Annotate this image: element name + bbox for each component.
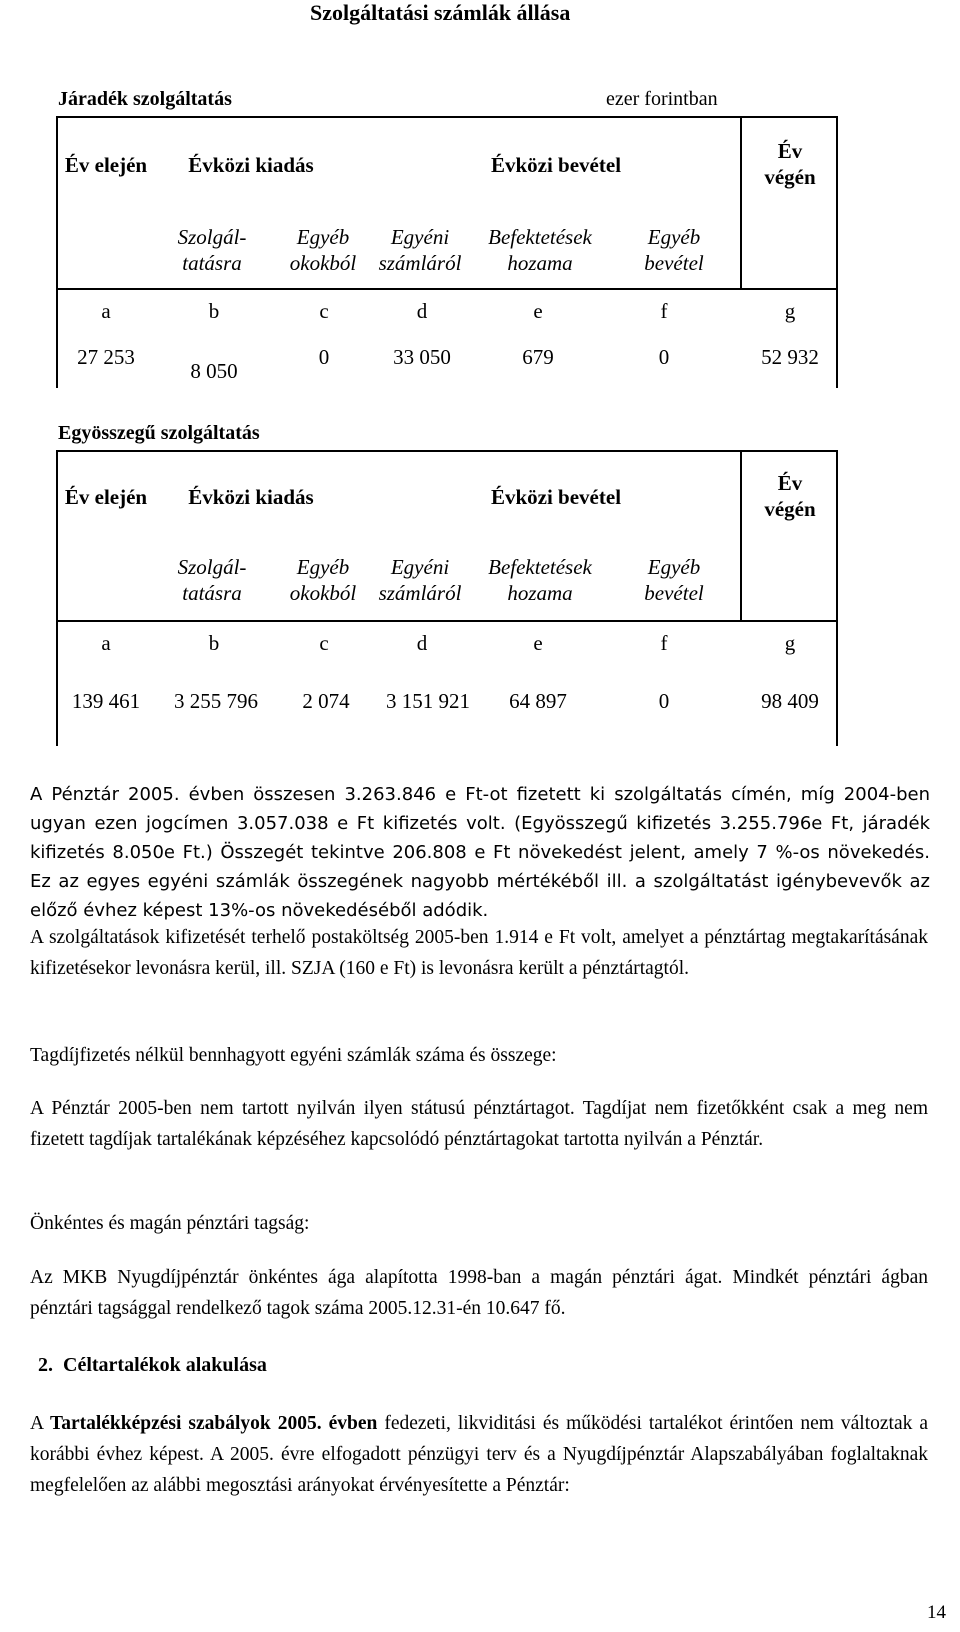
col-letter: b <box>208 299 220 323</box>
section-number: 2. <box>38 1354 53 1376</box>
paragraph-kifizetes: A Pénztár 2005. évben összesen 3.263.846 e Ft-ot fizetett ki szolgáltatás címén, míg 2004-ben ugyan ezen jogcímen 3.057.038 e Ft kifizetés volt. (Egyösszegű kifizetés 3.255.796e Ft, járadék kifizetés 8.050e Ft.) Összegét tekintve 206.808 e Ft növekedést jelent, amely 7 %-os növekedés. Ez az egyes egyéni számlák összegének nagyobb mértékéből ill. a szolgáltatást igénybevevők az előző évhez képest 13%-os növekedéséből adódik. <box>30 784 930 921</box>
col-letter: f <box>660 631 668 655</box>
value-cell: 64 897 <box>509 689 567 713</box>
sub-egyeb-okokbol: Egyéb okokból <box>289 225 357 275</box>
value-cell: 3 255 796 <box>174 689 258 713</box>
value-cell: 679 <box>522 345 554 369</box>
col-letter: f <box>660 299 668 323</box>
col-letter: c <box>319 299 329 323</box>
value-cell: 2 074 <box>302 689 350 713</box>
header-evkozi-bevetel: Évközi bevétel <box>490 153 622 177</box>
page-number: 14 <box>927 1602 946 1623</box>
header-ev-vegen: Év végén <box>764 471 816 521</box>
page-title: Szolgáltatási számlák állása <box>310 0 571 25</box>
col-letter: d <box>416 631 428 655</box>
sub-befektetesek-hozama: Befektetések hozama <box>488 555 592 605</box>
col-letter: e <box>533 631 543 655</box>
header-ev-elejen: Év elején <box>64 153 148 177</box>
table-title: Járadék szolgáltatás <box>58 88 232 110</box>
sub-egyeni-szamlarol: Egyéni számláról <box>378 555 462 605</box>
paragraph-postakoltseg: A szolgáltatások kifizetését terhelő postaköltség 2005-ben 1.914 e Ft volt, amelyet a pénztártag megtakarításának kifizetésekor levonásra kerül, ill. SZJA (160 e Ft) is levonásra került a pénztártagtól. <box>30 927 928 979</box>
section-heading <box>38 1354 267 1377</box>
col-letter: a <box>101 299 111 323</box>
sub-szolgaltatasra: Szolgál- tatásra <box>177 555 247 605</box>
value-cell: 98 409 <box>761 689 819 713</box>
heading-onkentes: Önkéntes és magán pénztári tagság: <box>30 1213 310 1234</box>
sub-befektetesek-hozama: Befektetések hozama <box>488 225 592 275</box>
bold-phrase: Tartalékképzési szabályok 2005. évben <box>49 1413 378 1434</box>
table-egyosszegu <box>56 420 840 750</box>
header-evkozi-bevetel: Évközi bevétel <box>490 485 622 509</box>
heading-tagdijfizetes: Tagdíjfizetés nélkül bennhagyott egyéni számlák száma és összege: <box>30 1045 557 1066</box>
value-cell: 0 <box>318 345 330 369</box>
paragraph-tagdij: A Pénztár 2005-ben nem tartott nyilván ilyen státusú pénztártagot. Tagdíjat nem fizetőkként csak a meg nem fizetett tagdíjak tartalékának képzéséhez kapcsolódó pénztártagokat tartotta nyilván a Pénztár. <box>30 1098 928 1150</box>
value-cell: 27 253 <box>77 345 135 369</box>
col-letter: e <box>533 299 543 323</box>
value-cell: 52 932 <box>761 345 819 369</box>
value-cell: 0 <box>658 689 670 713</box>
value-cell: 3 151 921 <box>386 689 470 713</box>
col-letter: c <box>319 631 329 655</box>
header-evkozi-kiadas: Évközi kiadás <box>188 153 314 177</box>
paragraph-onkentes: Az MKB Nyugdíjpénztár önkéntes ága alapította 1998-ban a magán pénztári ágat. Mindkét pénztári ágban pénztári tagsággal rendelkező tagok száma 2005.12.31-én 10.647 fő. <box>30 1267 928 1319</box>
col-letter: a <box>101 631 111 655</box>
col-letter: b <box>208 631 220 655</box>
sub-egyeni-szamlarol: Egyéni számláról <box>378 225 462 275</box>
sub-egyeb-okokbol: Egyéb okokból <box>289 555 357 605</box>
value-cell: 33 050 <box>393 345 451 369</box>
value-cell: 0 <box>658 345 670 369</box>
header-ev-elejen: Év elején <box>64 485 148 509</box>
value-cell: 139 461 <box>71 689 141 713</box>
section-title: Céltartalékok alakulása <box>63 1354 267 1376</box>
value-cell: 8 050 <box>190 359 238 383</box>
col-letter: d <box>416 299 428 323</box>
table-unit: ezer forintban <box>606 88 718 110</box>
table-title: Egyösszegű szolgáltatás <box>58 422 260 444</box>
col-letter: g <box>784 299 796 323</box>
sub-szolgaltatasra: Szolgál- tatásra <box>177 225 247 275</box>
sub-egyeb-bevetel: Egyéb bevétel <box>644 555 704 605</box>
col-letter: g <box>784 631 796 655</box>
header-evkozi-kiadas: Évközi kiadás <box>188 485 314 509</box>
table-jaradek <box>56 86 840 386</box>
paragraph-tartalek: A Tartalékképzési szabályok 2005. évben fedezeti, likviditási és működési tartalékot érintően nem változtak a korábbi évhez képest. A 2005. évre elfogadott pénzügyi terv és a Nyugdíjpénztár Alapszabályában foglaltaknak megfelelően az alábbi megosztási arányokat érvényesítette a Pénztár: <box>30 1413 928 1496</box>
header-ev-vegen: Év végén <box>764 139 816 189</box>
sub-egyeb-bevetel: Egyéb bevétel <box>644 225 704 275</box>
